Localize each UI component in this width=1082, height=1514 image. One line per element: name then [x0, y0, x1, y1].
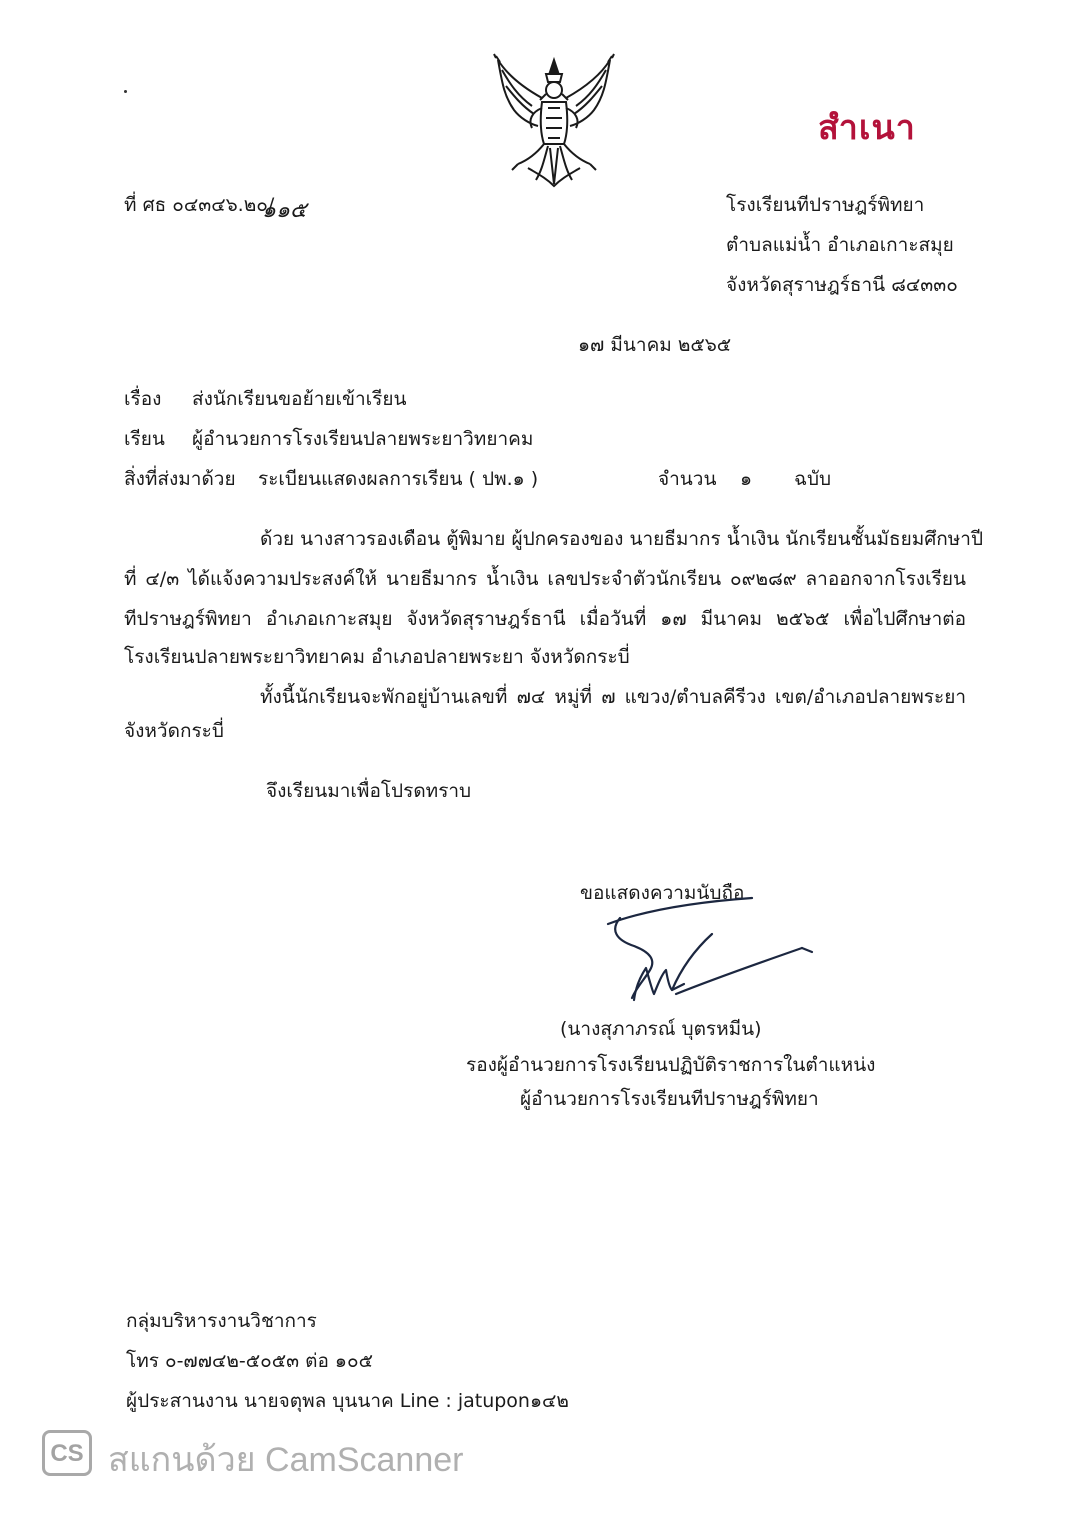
enclosure-qty: ๑ [740, 468, 753, 490]
signer-position: ผู้อำนวยการโรงเรียนทีปราษฎร์พิทยา [520, 1088, 819, 1110]
body-paragraph-line: ทีปราษฎร์พิทยา อำเภอเกาะสมุย จังหวัดสุราษฎร์ธานี เมื่อวันที่ ๑๗ มีนาคม ๒๕๖๕ เพื่อไปศึกษาต่อ [124, 608, 966, 630]
sender-address-line: ตำบลแม่น้ำ อำเภอเกาะสมุย [726, 234, 954, 256]
handwritten-signature [606, 890, 822, 1012]
body-paragraph-line: ที่ ๔/๓ ได้แจ้งความประสงค์ให้ นายธีมากร น้ำเงิน เลขประจำตัวนักเรียน ๐๙๒๘๙ ลาออกจากโรงเรียน [124, 568, 966, 590]
sender-address-line: จังหวัดสุราษฎร์ธานี ๘๔๓๓๐ [726, 274, 958, 296]
scan-speck [124, 90, 127, 93]
letter-date: ๑๗ มีนาคม ๒๕๖๕ [578, 334, 732, 356]
camscanner-logo-text: CS [50, 1440, 84, 1467]
body-paragraph-line: ทั้งนี้นักเรียนจะพักอยู่บ้านเลขที่ ๗๔ หมู่ที่ ๗ แขวง/ตำบลคีรีวง เขต/อำเภอปลายพระยา [260, 686, 967, 708]
camscanner-watermark: สแกนด้วย CamScanner [108, 1441, 464, 1479]
subject-label: เรื่อง [124, 388, 162, 410]
copy-stamp: สำเนา [818, 108, 916, 148]
document-number: ที่ ศธ ๐๔๓๔๖.๒๐/ [124, 194, 275, 216]
body-paragraph-line: โรงเรียนปลายพระยาวิทยาคม อำเภอปลายพระยา จังหวัดกระบี่ [124, 646, 630, 668]
camscanner-logo-icon [42, 1430, 92, 1476]
enclosure-label: สิ่งที่ส่งมาด้วย [124, 468, 236, 490]
recipient: ผู้อำนวยการโรงเรียนปลายพระยาวิทยาคม [192, 428, 534, 450]
body-paragraph-line: ด้วย นางสาวรองเดือน ตู้พิมาย ผู้ปกครองของ นายธีมากร น้ำเงิน นักเรียนชั้นมัธยมศึกษาปี [260, 528, 984, 550]
subject: ส่งนักเรียนขอย้ายเข้าเรียน [192, 388, 407, 410]
closing-phrase: จึงเรียนมาเพื่อโปรดทราบ [266, 780, 472, 802]
enclosure-unit: ฉบับ [794, 468, 832, 490]
enclosure-qty-label: จำนวน [658, 468, 717, 490]
recipient-label: เรียน [124, 428, 165, 450]
enclosure: ระเบียนแสดงผลการเรียน ( ปพ.๑ ) [258, 468, 539, 490]
document-number-handwritten: ๑๑๕ [262, 198, 307, 223]
sender-address-line: โรงเรียนทีปราษฎร์พิทยา [726, 194, 925, 216]
body-paragraph-line: จังหวัดกระบี่ [124, 720, 224, 742]
regards: ขอแสดงความนับถือ [580, 882, 745, 904]
footer-department: กลุ่มบริหารงานวิชาการ [126, 1310, 317, 1332]
footer-coordinator: ผู้ประสานงาน นายจตุพล บุนนาค Line : jatupon๑๔๒ [126, 1390, 569, 1412]
signer-name: (นางสุภาภรณ์ บุตรหมีน) [560, 1018, 762, 1040]
garuda-emblem-icon [488, 52, 620, 192]
footer-phone: โทร ๐-๗๗๔๒-๕๐๕๓ ต่อ ๑๐๕ [126, 1350, 373, 1372]
signer-position: รองผู้อำนวยการโรงเรียนปฏิบัติราชการในตำแหน่ง [466, 1054, 876, 1076]
